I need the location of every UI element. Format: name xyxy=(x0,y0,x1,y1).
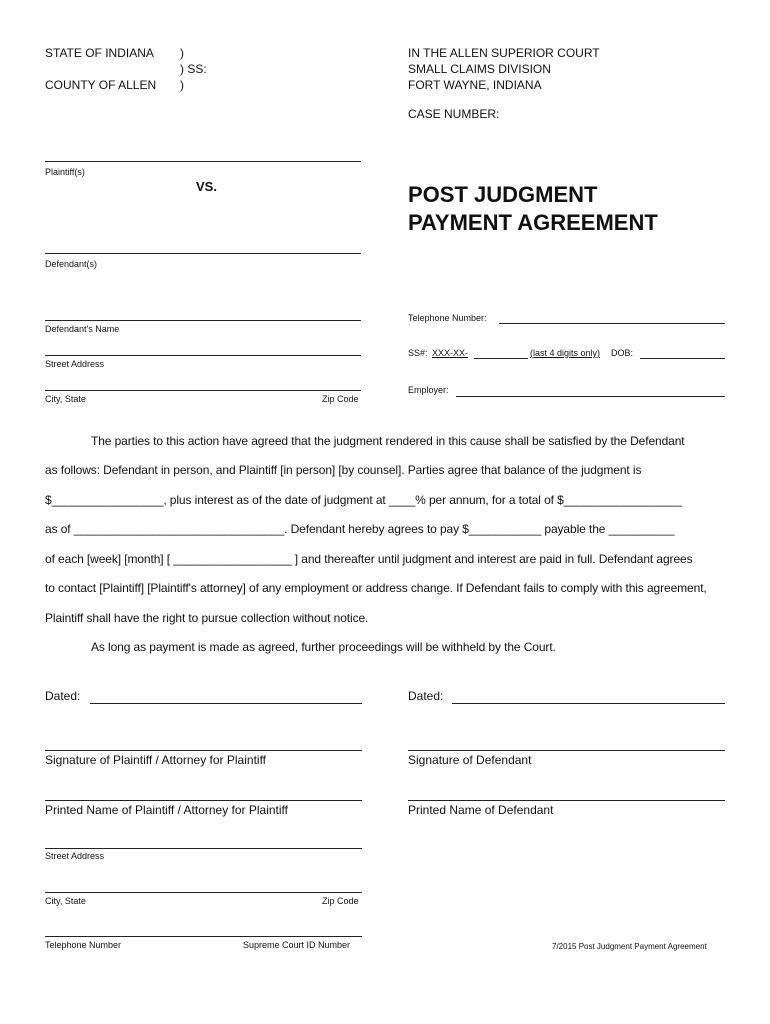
dated-label-defendant: Dated: xyxy=(408,689,444,703)
defendant-printed-name-label: Printed Name of Defendant xyxy=(408,803,554,817)
vs-label: VS. xyxy=(196,179,217,194)
plaintiff-telephone-label: Telephone Number xyxy=(45,940,122,950)
telephone-label: Telephone Number: xyxy=(408,313,487,323)
dated-label-plaintiff: Dated: xyxy=(45,689,81,703)
court-division: SMALL CLAIMS DIVISION xyxy=(408,62,551,76)
city-state-label: City, State xyxy=(45,394,86,404)
employer-label: Employer: xyxy=(408,385,449,395)
employer-field[interactable] xyxy=(456,396,725,397)
caption-paren: ) xyxy=(180,46,184,60)
plaintiff-city-label: City, State xyxy=(45,896,86,906)
document-title-line2: PAYMENT AGREEMENT xyxy=(408,210,658,235)
plaintiff-field[interactable] xyxy=(45,161,361,162)
state-label: STATE OF INDIANA xyxy=(45,46,154,60)
city-state-field[interactable] xyxy=(45,390,361,391)
dob-field[interactable] xyxy=(640,358,725,359)
paragraph-line: of each [week] [month] [ __________________ ] and thereafter until judgment and interest are paid in full. Defendant agrees xyxy=(45,552,693,566)
zip-code-label: Zip Code xyxy=(322,394,359,404)
document-title-line1: POST JUDGMENT xyxy=(408,182,598,207)
plaintiff-city-field[interactable] xyxy=(45,892,362,893)
dated-field-defendant[interactable] xyxy=(452,703,725,704)
street-address-label: Street Address xyxy=(45,359,105,369)
paragraph-line: as of ________________________________. Defendant hereby agrees to pay $___________ payable the __________ xyxy=(45,522,675,536)
defendant-label: Defendant(s) xyxy=(45,259,98,269)
county-label: COUNTY OF ALLEN xyxy=(45,78,157,92)
paragraph-line: to contact [Plaintiff] [Plaintiff's attorney] of any employment or address change. If Defendant fails to comply with this agreement, xyxy=(45,581,707,595)
ss-number-label: SS#: xyxy=(408,348,428,358)
plaintiff-street-label: Street Address xyxy=(45,851,105,861)
plaintiff-telephone-field[interactable] xyxy=(45,936,362,937)
defendant-signature-field[interactable] xyxy=(408,750,725,751)
paragraph-line: $_________________, plus interest as of the date of judgment at ____% per annum, for a total of $__________________ xyxy=(45,493,683,507)
case-number-label: CASE NUMBER: xyxy=(408,107,500,121)
plaintiff-printed-name-label: Printed Name of Plaintiff / Attorney for Plaintiff xyxy=(45,803,289,817)
telephone-field[interactable] xyxy=(499,323,725,324)
court-name: IN THE ALLEN SUPERIOR COURT xyxy=(408,46,600,60)
caption-paren: ) xyxy=(180,78,184,92)
ss-number-field[interactable] xyxy=(474,358,528,359)
ss-number-note: (last 4 digits only) xyxy=(530,348,601,358)
defendant-signature-label: Signature of Defendant xyxy=(408,753,532,767)
paragraph-line: Plaintiff shall have the right to pursue collection without notice. xyxy=(45,611,369,625)
ss-number-prefix: XXX-XX- xyxy=(432,348,469,358)
paragraph-line: As long as payment is made as agreed, further proceedings will be withheld by the Court. xyxy=(91,640,556,654)
defendant-name-label: Defendant's Name xyxy=(45,324,120,334)
ss-label: ) SS: xyxy=(180,62,207,76)
paragraph-line: The parties to this action have agreed that the judgment rendered in this cause shall be satisfied by the Defendant xyxy=(91,434,685,448)
supreme-court-id-label: Supreme Court ID Number xyxy=(243,940,351,950)
plaintiff-label: Plaintiff(s) xyxy=(45,167,85,177)
footer-form-id: 7/2015 Post Judgment Payment Agreement xyxy=(552,942,707,951)
defendant-name-field[interactable] xyxy=(45,320,361,321)
plaintiff-printed-name-field[interactable] xyxy=(45,800,362,801)
dob-label: DOB: xyxy=(611,348,634,358)
court-location: FORT WAYNE, INDIANA xyxy=(408,78,542,92)
plaintiff-street-field[interactable] xyxy=(45,848,362,849)
street-address-field[interactable] xyxy=(45,355,361,356)
defendant-printed-name-field[interactable] xyxy=(408,800,725,801)
plaintiff-signature-field[interactable] xyxy=(45,750,362,751)
dated-field-plaintiff[interactable] xyxy=(90,703,362,704)
defendant-field[interactable] xyxy=(45,253,361,254)
plaintiff-zip-label: Zip Code xyxy=(322,896,359,906)
paragraph-line: as follows: Defendant in person, and Plaintiff [in person] [by counsel]. Parties agree that balance of the judgment is xyxy=(45,463,642,477)
plaintiff-signature-label: Signature of Plaintiff / Attorney for Plaintiff xyxy=(45,753,267,767)
